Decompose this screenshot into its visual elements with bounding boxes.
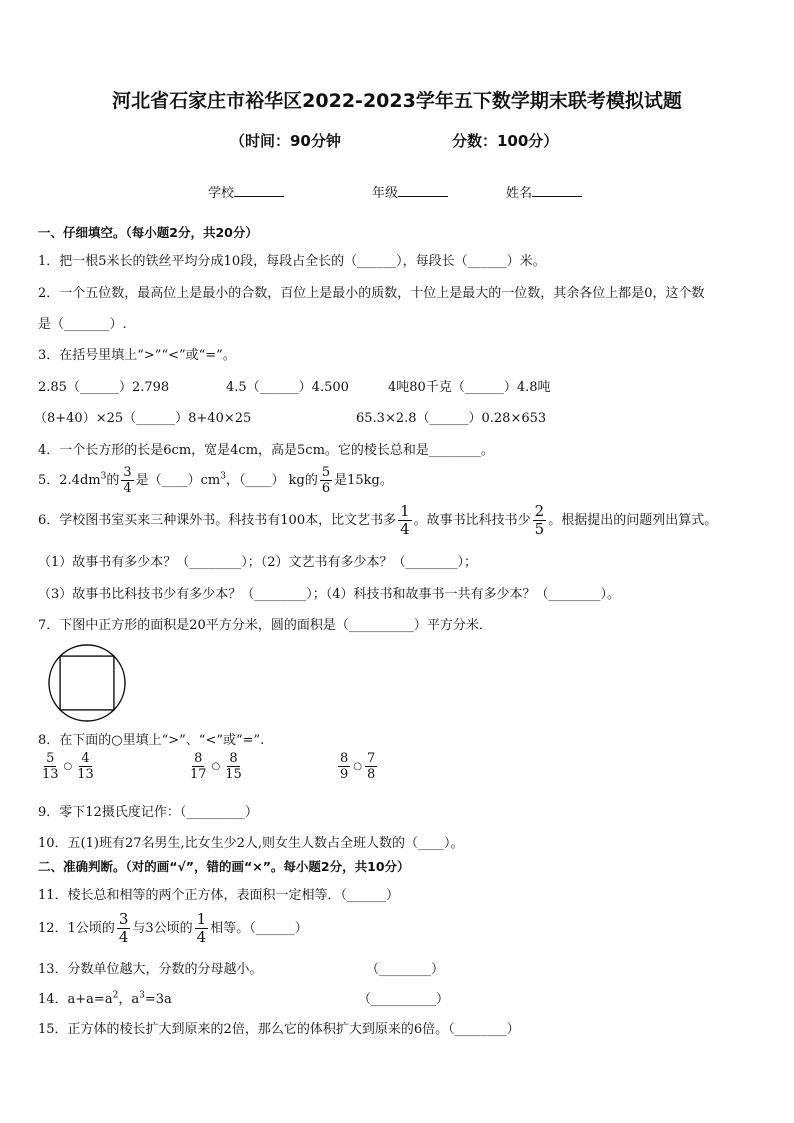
answer-circle[interactable]: ○ — [63, 761, 73, 772]
grade-field[interactable] — [372, 182, 448, 201]
fraction: $\frac{7}{8}$ — [367, 751, 376, 782]
exam-score: 分数：100分） — [452, 132, 559, 150]
question-3-item: 2.85（______）2.798 — [38, 380, 170, 395]
school-label: 学校 — [208, 186, 235, 201]
question-6: 6．学校图书室买来三种课外书。科技书有100本，比文艺书多 $\frac{1}{4}$ 。故事书比科技书少 $\frac{2}{5}$ 。根据提出的问题列出算式。 — [38, 502, 718, 538]
question-8-item — [186, 752, 246, 781]
question-3-item: 4吨80千克（______）4.8吨 — [388, 380, 551, 395]
question-8: 8．在下面的○里填上“>”、“<”或“=”. — [38, 733, 265, 748]
answer-circle[interactable]: ○ — [353, 761, 363, 772]
circle-square-figure — [46, 642, 128, 724]
question-8-item — [38, 752, 98, 781]
fraction: $\frac{4}{13}$ — [77, 751, 94, 782]
question-14: 14．$a+a=a^2$，$a^3=3a$ — [38, 990, 172, 1007]
question-14-answer[interactable]: （__________） — [358, 992, 450, 1007]
question-15: 15．正方体的棱长扩大到原来的2倍，那么它的体积扩大到原来的6倍。（________） — [38, 1022, 520, 1037]
question-1: 1．把一根5米长的铁丝平均分成10段，每段占全长的（______），每段长（______）米。 — [38, 254, 546, 269]
question-3-item: 4.5（______）4.500 — [226, 380, 349, 395]
section-1-heading: 一、仔细填空。（每小题2分，共20分） — [38, 225, 258, 240]
question-2-line-2: 是（_______）. — [38, 317, 127, 332]
question-8-item — [336, 752, 379, 781]
question-11: 11．棱长总和相等的两个正方体，表面积一定相等．（______） — [38, 888, 400, 903]
question-13: 13．分数单位越大，分数的分母越小。 — [38, 962, 263, 977]
fraction: $\frac{8}{15}$ — [225, 751, 242, 782]
fraction: $\frac{8}{9}$ — [340, 751, 349, 782]
question-13-answer[interactable]: （________） — [366, 962, 445, 977]
name-label: 姓名 — [506, 186, 533, 201]
question-10: 10．五(1)班有27名男生,比女生少2人,则女生人数占全班人数的（____）。 — [38, 836, 464, 851]
question-3: 3．在括号里填上“>”“<”或“=”。 — [38, 348, 236, 363]
question-3-item: （8+40）×25（______）8+40×25 — [34, 411, 252, 426]
question-4: 4．一个长方形的长是6cm，宽是4cm，高是5cm。它的棱长总和是________。 — [38, 443, 494, 458]
question-2-line-1: 2．一个五位数，最高位上是最小的合数，百位上是最小的质数，十位上是最大的一位数，其余各位上都是0，这个数 — [38, 286, 705, 301]
question-12: 12．1公顷的 $\frac{3}{4}$ 与3公顷的 $\frac{1}{4}$ 相等。（______） — [38, 910, 308, 946]
fraction: $\frac{5}{13}$ — [42, 751, 59, 782]
question-6-row-1: （1）故事书有多少本？（________）；（2）文艺书有多少本？（________）； — [38, 555, 478, 570]
grade-label: 年级 — [372, 186, 399, 201]
section-2-heading: 二、准确判断。（对的画“√”，错的画“×”。每小题2分，共10分） — [38, 859, 410, 874]
fraction: $\frac{3}{4}$ — [123, 465, 132, 496]
question-6-row-2: （3）故事书比科技书少有多少本？（________）；（4）科技书和故事书一共有多少本？（________）。 — [38, 587, 621, 602]
fraction: $\frac{2}{5}$ — [534, 502, 545, 538]
question-7: 7．下图中正方形的面积是20平方分米，圆的面积是（__________）平方分米． — [38, 618, 492, 633]
fraction: $\frac{1}{4}$ — [196, 910, 207, 946]
name-field[interactable] — [506, 182, 582, 201]
school-field[interactable] — [208, 182, 284, 201]
exam-time: （时间：90分钟 — [230, 132, 341, 150]
fraction: $\frac{1}{4}$ — [400, 502, 410, 538]
fraction: $\frac{3}{4}$ — [118, 910, 129, 946]
answer-circle[interactable]: ○ — [211, 761, 221, 772]
fraction: $\frac{8}{17}$ — [190, 751, 207, 782]
question-5: 5．$2.4dm^3$的 $\frac{3}{4}$ 是$(\_\_\_\_)cm^3$，（____） kg的 $\frac{5}{6}$ 是15kg。 — [38, 465, 393, 496]
figure-square — [60, 656, 114, 710]
question-3-item: 65.3×2.8（______）0.28×653 — [356, 411, 547, 426]
fraction: $\frac{5}{6}$ — [321, 465, 331, 496]
question-9: 9．零下12摄氏度记作：（_________） — [38, 805, 258, 820]
page-title: 河北省石家庄市裕华区2022-2023学年五下数学期末联考模拟试题 — [112, 90, 682, 112]
